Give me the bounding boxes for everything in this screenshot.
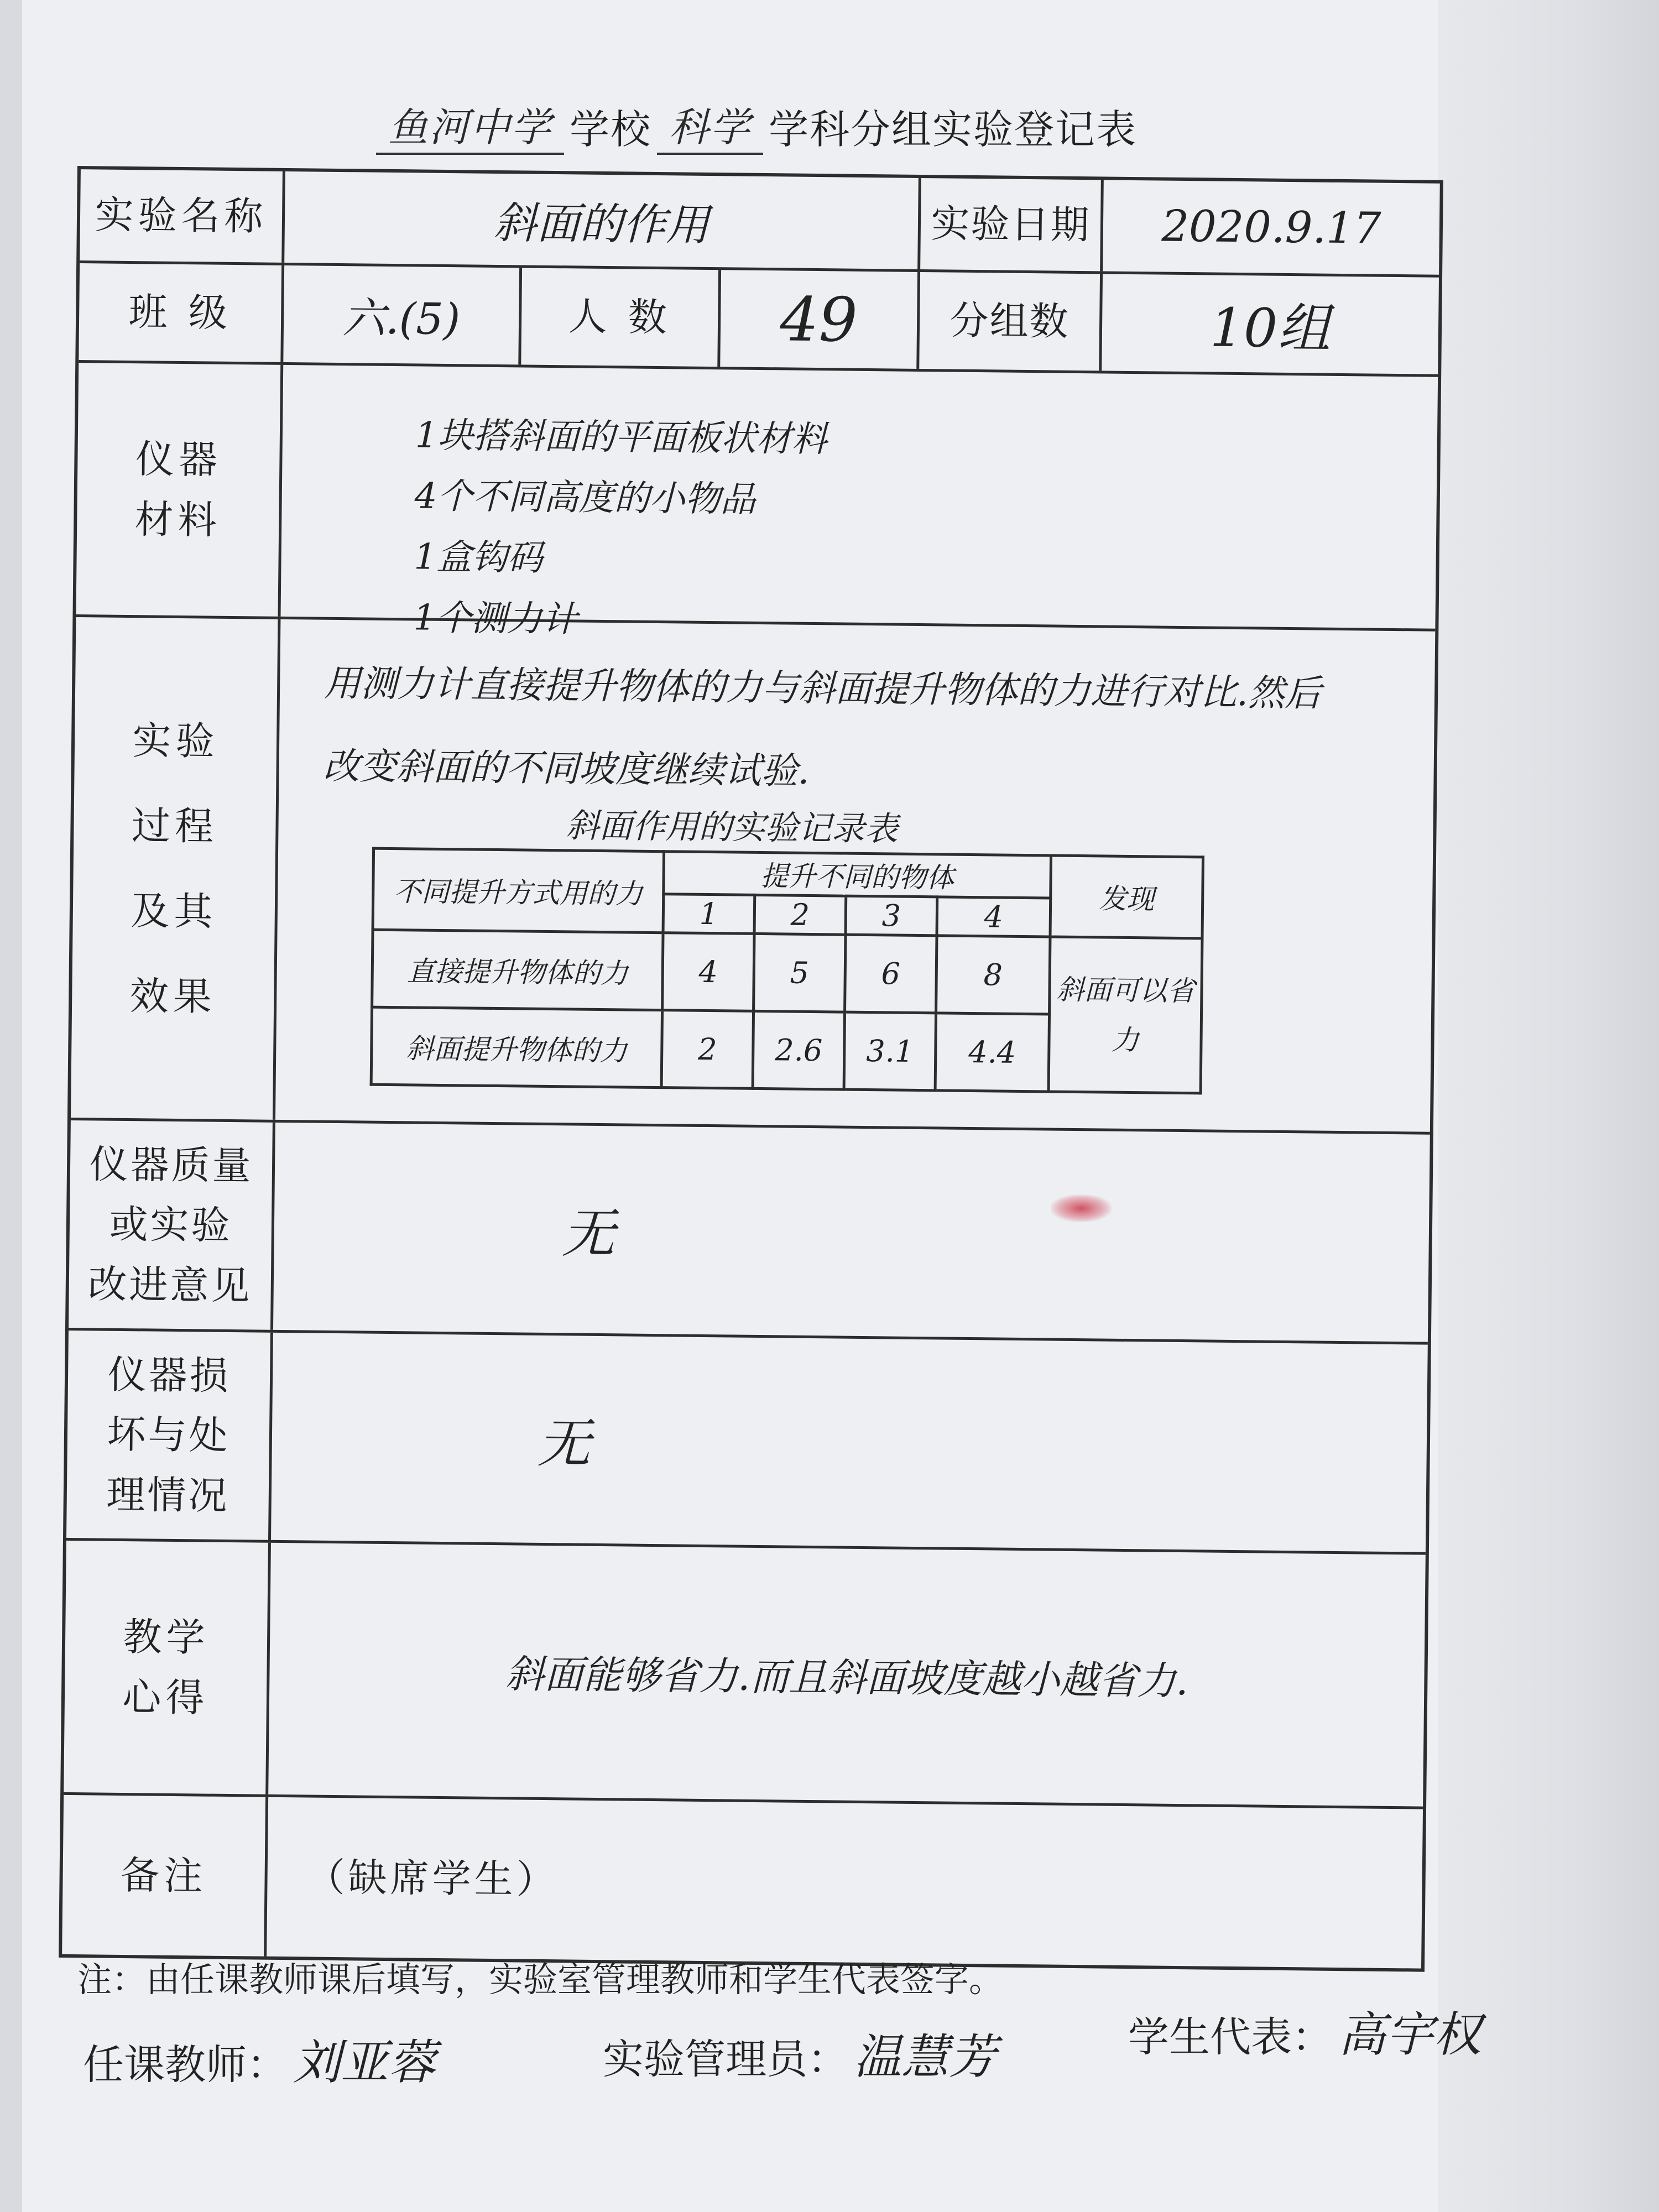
table-cell: 4.4 bbox=[935, 1013, 1049, 1092]
class-value: 六.(5) bbox=[342, 293, 461, 345]
label-exp-date: 实验日期 bbox=[931, 201, 1091, 248]
label-damage: 仪器损 坏与处 理情况 bbox=[106, 1352, 231, 1519]
row-label: 斜面提升物体的力 bbox=[371, 1007, 662, 1087]
damage-value: 无 bbox=[537, 1412, 591, 1475]
object-number: 4 bbox=[937, 897, 1051, 937]
label-remarks: 备注 bbox=[120, 1852, 207, 1899]
experiment-table-title: 斜面作用的实验记录表 bbox=[566, 806, 898, 849]
label-cell bbox=[919, 272, 1103, 371]
value-cell bbox=[271, 1333, 1428, 1552]
table-cell: 3.1 bbox=[844, 1012, 936, 1091]
school-name: 鱼河中学 bbox=[376, 95, 564, 155]
table-cell: 4 bbox=[662, 933, 754, 1011]
object-number: 2 bbox=[754, 895, 846, 935]
label-instruments: 仪器 材料 bbox=[134, 436, 222, 543]
row-class bbox=[79, 263, 1439, 377]
object-number: 1 bbox=[663, 894, 755, 934]
value-cell bbox=[280, 365, 1438, 640]
label-cell bbox=[62, 1795, 268, 1957]
table-row bbox=[372, 930, 1202, 1016]
value-cell bbox=[268, 1543, 1426, 1807]
value-cell bbox=[1102, 274, 1439, 374]
value-cell bbox=[720, 270, 920, 369]
red-ink-stain bbox=[1051, 1194, 1112, 1222]
row-exp-name bbox=[80, 169, 1440, 278]
label-cell bbox=[66, 1331, 273, 1540]
teacher-label: 任课教师： bbox=[83, 2041, 288, 2089]
row-label: 直接提升物体的力 bbox=[372, 930, 663, 1010]
exp-date-value: 2020.9.17 bbox=[1161, 201, 1381, 254]
material-item: 1个测力计 bbox=[413, 597, 578, 640]
student-rep-signature-line bbox=[1128, 1996, 1481, 2065]
object-number: 3 bbox=[846, 896, 937, 936]
footer-note: 注：由任课教师课后填写，实验室管理教师和学生代表签字。 bbox=[77, 1959, 1004, 2000]
row-damage bbox=[66, 1331, 1428, 1555]
experiment-table bbox=[370, 847, 1204, 1095]
teacher-signature: 刘亚蓉 bbox=[293, 2035, 436, 2090]
material-item: 4个不同高度的小物品 bbox=[414, 476, 756, 520]
table-cell: 5 bbox=[754, 933, 846, 1012]
process-description: 用测力计直接提升物体的力与斜面提升物体的力进行对比.然后改变斜面的不同坡度继续试验. bbox=[323, 661, 1322, 792]
label-cell bbox=[521, 268, 721, 367]
finding-value: 斜面可以省力 bbox=[1048, 937, 1202, 1093]
teacher-signature-line bbox=[83, 2024, 436, 2093]
value-cell bbox=[1103, 180, 1440, 274]
value-cell bbox=[273, 1123, 1430, 1342]
lab-admin-label: 实验管理员： bbox=[603, 2036, 848, 2083]
school-suffix: 学校 bbox=[570, 106, 652, 153]
label-quality: 仪器质量 或实验 改进意见 bbox=[87, 1141, 254, 1309]
label-class: 班 级 bbox=[128, 289, 232, 336]
value-cell bbox=[283, 265, 522, 364]
quality-value: 无 bbox=[561, 1202, 615, 1265]
header-method: 不同提升方式用的力 bbox=[373, 848, 664, 932]
label-cell bbox=[69, 1120, 275, 1330]
label-cell bbox=[76, 363, 284, 617]
row-remarks bbox=[62, 1795, 1423, 1969]
row-process bbox=[71, 617, 1435, 1135]
value-cell bbox=[284, 171, 921, 269]
table-cell: 2.6 bbox=[753, 1011, 844, 1089]
row-quality bbox=[69, 1120, 1430, 1345]
label-people: 人 数 bbox=[568, 294, 672, 341]
subject-name: 科学 bbox=[657, 95, 763, 155]
value-cell bbox=[267, 1797, 1423, 1969]
label-exp-name: 实验名称 bbox=[95, 192, 268, 239]
materials-list bbox=[413, 405, 827, 653]
label-cell bbox=[920, 178, 1104, 271]
label-cell bbox=[71, 617, 280, 1120]
student-rep-signature: 高宇权 bbox=[1338, 2007, 1481, 2063]
title-suffix: 学科分组实验登记表 bbox=[769, 106, 1138, 153]
form-title bbox=[376, 88, 1316, 155]
label-cell bbox=[79, 263, 284, 362]
material-item: 1块搭斜面的平面板状材料 bbox=[415, 415, 827, 461]
table-row bbox=[373, 848, 1203, 900]
label-cell bbox=[80, 169, 285, 263]
header-objects: 提升不同的物体 bbox=[664, 852, 1051, 898]
material-item: 1盒钩码 bbox=[414, 536, 543, 579]
table-cell: 2 bbox=[661, 1010, 753, 1089]
paper-edge bbox=[1438, 0, 1659, 2212]
table-cell: 8 bbox=[936, 936, 1050, 1014]
label-cell bbox=[64, 1541, 271, 1794]
lab-admin-signature: 温慧芳 bbox=[854, 2030, 997, 2085]
exp-name-value: 斜面的作用 bbox=[493, 198, 709, 251]
lab-admin-signature-line bbox=[603, 2018, 997, 2087]
value-cell bbox=[275, 619, 1435, 1132]
remarks-value: （缺席学生） bbox=[306, 1854, 559, 1903]
registration-form bbox=[59, 166, 1443, 1972]
student-rep-label: 学生代表： bbox=[1128, 2013, 1333, 2061]
header-finding: 发现 bbox=[1050, 855, 1203, 938]
row-experience bbox=[64, 1541, 1426, 1809]
table-cell: 6 bbox=[845, 935, 937, 1013]
label-process: 实验 过程 及其 效果 bbox=[129, 717, 220, 1020]
label-experience: 教学 心得 bbox=[122, 1614, 210, 1721]
people-value: 49 bbox=[780, 283, 858, 356]
row-instruments bbox=[76, 363, 1438, 640]
label-groups: 分组数 bbox=[950, 298, 1070, 345]
groups-value: 10组 bbox=[1209, 296, 1331, 360]
experience-value: 斜面能够省力.而且斜面坡度越小越省力. bbox=[505, 1651, 1189, 1704]
